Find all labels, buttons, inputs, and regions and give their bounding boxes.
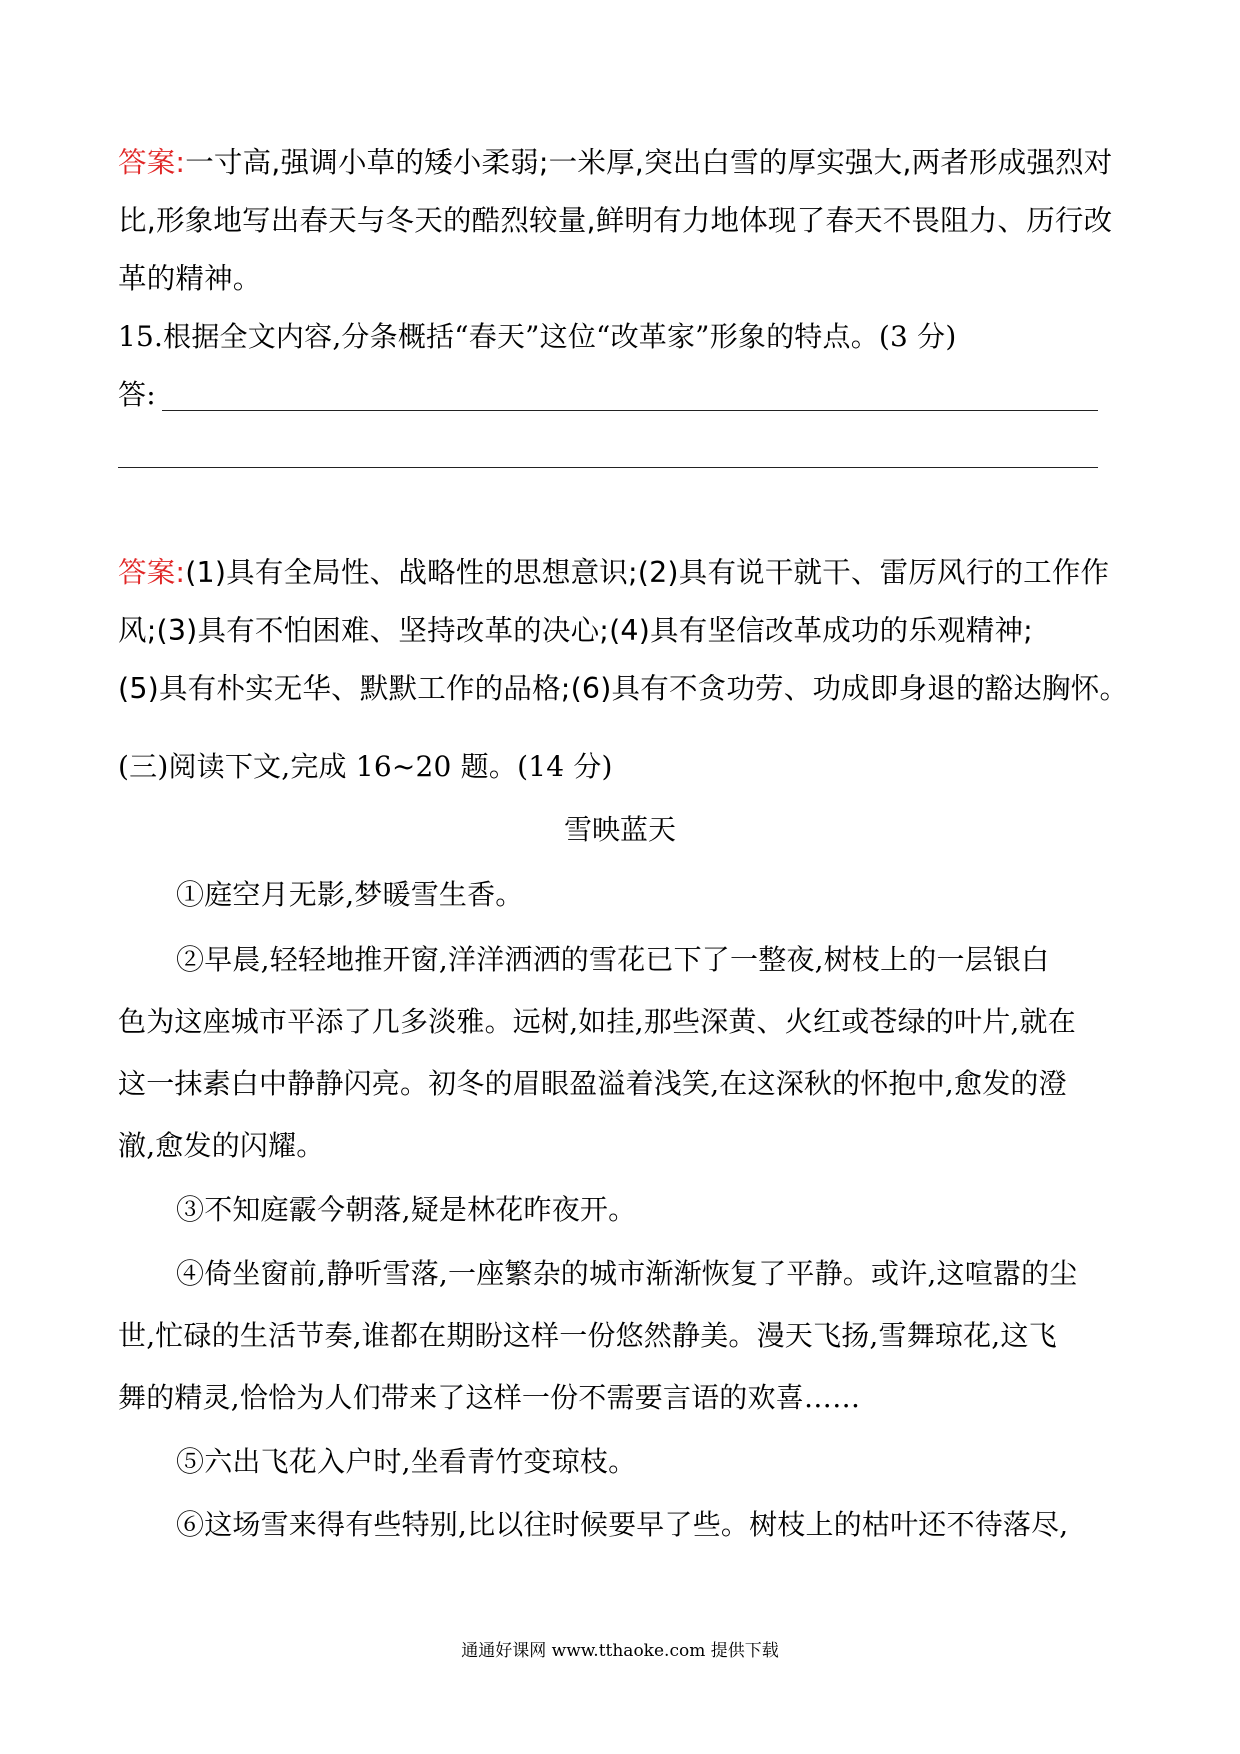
answer-label: 答案: [118,146,186,179]
paragraph-3: ③不知庭霰今朝落,疑是林花昨夜开。 [176,1193,637,1226]
paragraph-4-line: ④倚坐窗前,静听雪落,一座繁杂的城市渐渐恢复了平静。或许,这喧嚣的尘 [176,1257,1078,1290]
answer-blank-line [118,467,1098,468]
answer-line: 比,形象地写出春天与冬天的酷烈较量,鲜明有力地体现了春天不畏阻力、历行改 [118,204,1113,237]
answer-prompt [118,375,1128,415]
paragraph-4-line: 世,忙碌的生活节奏,谁都在期盼这样一份悠然静美。漫天飞扬,雪舞琼花,这飞 [118,1319,1057,1352]
answer-blank-line [162,410,1098,411]
section-instruction: (三)阅读下文,完成 16~20 题。(14 分) [118,750,613,783]
paragraph-1: ①庭空月无影,梦暖雪生香。 [176,878,524,911]
paragraph-4-line: 舞的精灵,恰恰为人们带来了这样一份不需要言语的欢喜…… [118,1381,861,1414]
page-footer: 通通好课网 www.tthaoke.com 提供下载 [461,1641,779,1661]
answer-line: (5)具有朴实无华、默默工作的品格;(6)具有不贪功劳、功成即身退的豁达胸怀。 [118,672,1129,705]
answer-prefix: 答: [118,378,156,411]
paragraph-5: ⑤六出飞花入户时,坐看青竹变琼枝。 [176,1445,637,1478]
paragraph-2-line: 澈,愈发的闪耀。 [118,1129,325,1162]
answer-label: 答案: [118,556,186,589]
paragraph-6-line: ⑥这场雪来得有些特别,比以往时候要早了些。树枝上的枯叶还不待落尽, [176,1508,1069,1541]
paragraph-2-line: 色为这座城市平添了几多淡雅。远树,如挂,那些深黄、火红或苍绿的叶片,就在 [118,1005,1076,1038]
question-15: 15.根据全文内容,分条概括“春天”这位“改革家”形象的特点。(3 分) [118,320,957,353]
answer-line [118,143,1128,183]
paragraph-2-line: 这一抹素白中静静闪亮。初冬的眉眼盈溢着浅笑,在这深秋的怀抱中,愈发的澄 [118,1067,1067,1100]
answer-line [118,553,1128,593]
answer-line: 革的精神。 [118,262,262,295]
answer-text: 一寸高,强调小草的矮小柔弱;一米厚,突出白雪的厚实强大,两者形成强烈对 [185,146,1113,179]
answer-line: 风;(3)具有不怕困难、坚持改革的决心;(4)具有坚信改革成功的乐观精神; [118,614,1033,647]
paragraph-2-line: ②早晨,轻轻地推开窗,洋洋洒洒的雪花已下了一整夜,树枝上的一层银白 [176,943,1050,976]
passage-title: 雪映蓝天 [563,813,676,846]
answer-text: (1)具有全局性、战略性的思想意识;(2)具有说干就干、雷厉风行的工作作 [185,556,1110,589]
